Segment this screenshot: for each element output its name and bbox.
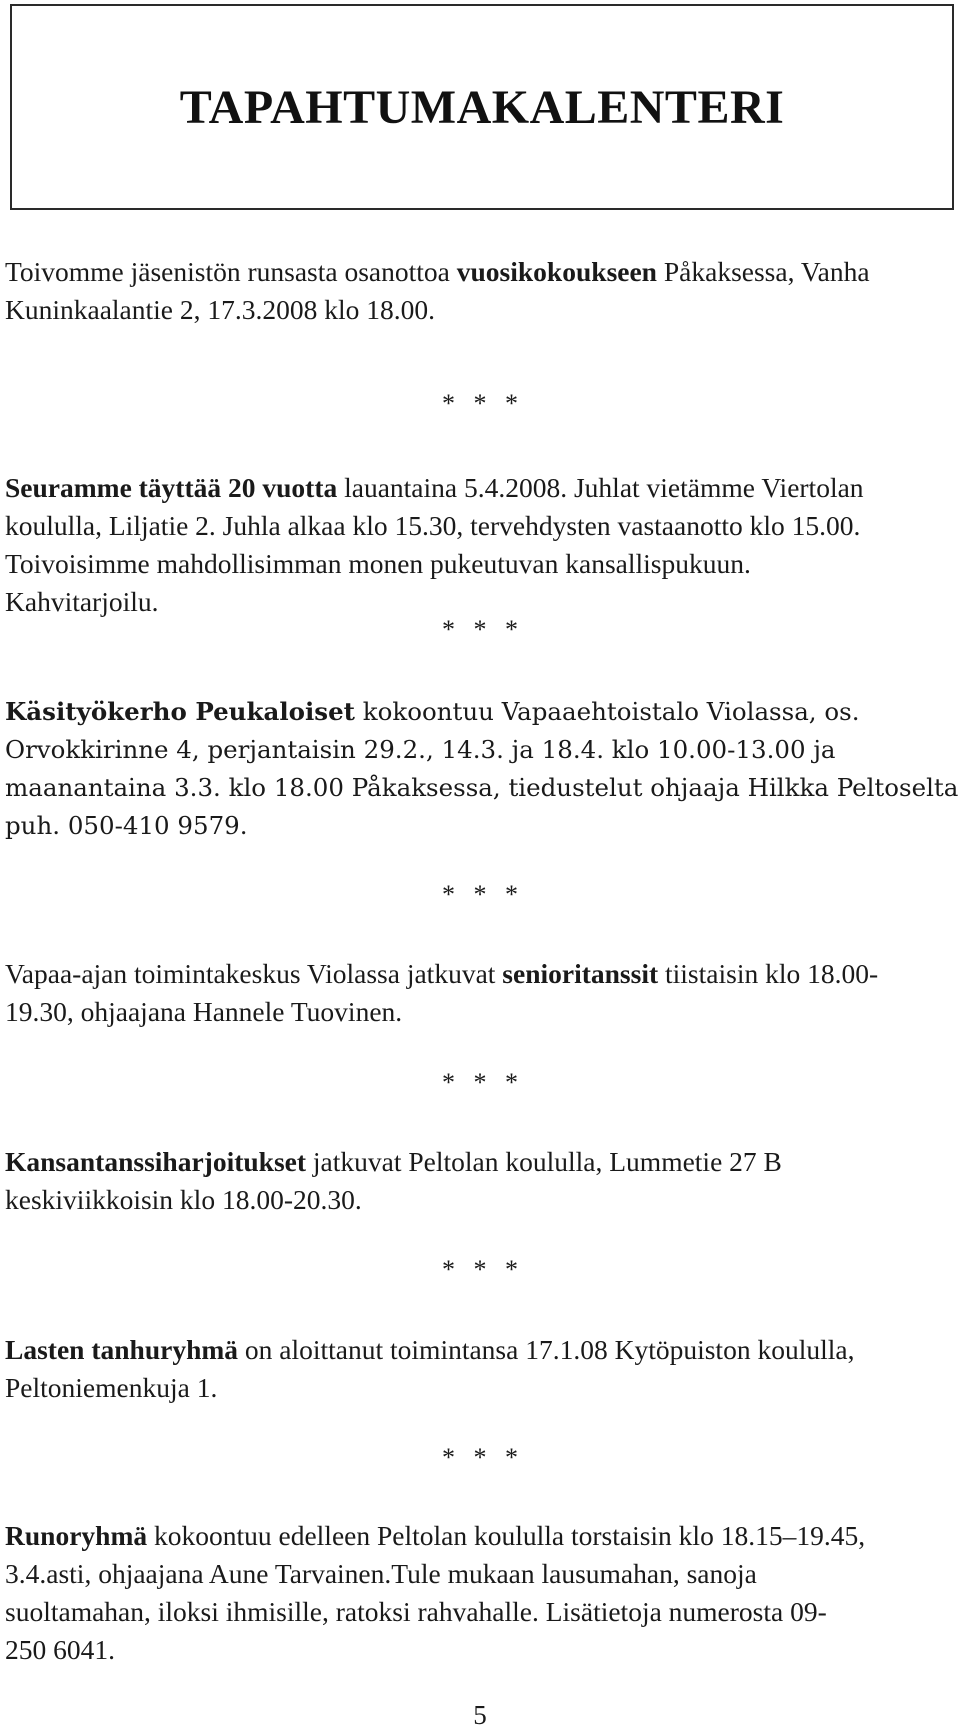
event-line: Lasten tanhuryhmä on aloittanut toimintansa 17.1.08 Kytöpuiston koululla, bbox=[5, 1334, 855, 1365]
event-name: Kansantanssiharjoitukset bbox=[5, 1146, 307, 1177]
event-line: Kansantanssiharjoitukset jatkuvat Peltolan koululla, Lummetie 27 B bbox=[5, 1146, 782, 1177]
event-name: Runoryhmä bbox=[5, 1520, 148, 1551]
event-line: Toivoisimme mahdollisimman monen pukeutuvan kansallispukuun. bbox=[5, 548, 751, 579]
event-line: suoltamahan, iloksi ihmisille, ratoksi rahvahalle. Lisätietoja numerosta 09- bbox=[5, 1596, 827, 1627]
separator: * * * bbox=[442, 880, 524, 909]
event-line: 3.4.asti, ohjaajana Aune Tarvainen.Tule mukaan lausumahan, sanoja bbox=[5, 1558, 757, 1589]
event-line: Käsityökerho Peukaloiset kokoontuu Vapaaehtoistalo Violassa, os. bbox=[5, 697, 860, 726]
event-name: vuosikokoukseen bbox=[456, 256, 657, 287]
event-line: koululla, Liljatie 2. Juhla alkaa klo 15.30, tervehdysten vastaanotto klo 15.00. bbox=[5, 510, 861, 541]
separator: * * * bbox=[442, 389, 524, 418]
separator: * * * bbox=[442, 615, 524, 644]
event-line: Vapaa-ajan toimintakeskus Violassa jatkuvat senioritanssit tiistaisin klo 18.00- bbox=[5, 958, 879, 989]
event-craft-club bbox=[5, 693, 959, 845]
page-title: TAPAHTUMAKALENTERI bbox=[179, 80, 785, 134]
separator: * * * bbox=[442, 1255, 524, 1284]
event-line: puh. 050-410 9579. bbox=[5, 811, 248, 840]
event-children-dance bbox=[5, 1331, 955, 1407]
event-poetry-group bbox=[5, 1517, 955, 1669]
event-senior-dances bbox=[5, 955, 955, 1031]
event-line: Kahvitarjoilu. bbox=[5, 586, 159, 617]
event-anniversary bbox=[5, 469, 955, 621]
event-line: Kuninkaalantie 2, 17.3.2008 klo 18.00. bbox=[5, 294, 436, 325]
event-name: Lasten tanhuryhmä bbox=[5, 1334, 239, 1365]
event-annual-meeting bbox=[5, 253, 955, 329]
event-line: Runoryhmä kokoontuu edelleen Peltolan koululla torstaisin klo 18.15–19.45, bbox=[5, 1520, 866, 1551]
event-line: Seuramme täyttää 20 vuotta lauantaina 5.4.2008. Juhlat vietämme Viertolan bbox=[5, 472, 864, 503]
event-line: 19.30, ohjaajana Hannele Tuovinen. bbox=[5, 996, 403, 1027]
event-name: Seuramme täyttää 20 vuotta bbox=[5, 472, 338, 503]
event-folk-dance bbox=[5, 1143, 955, 1219]
event-line: 250 6041. bbox=[5, 1634, 115, 1665]
event-line: Toivomme jäsenistön runsasta osanottoa vuosikokoukseen Påkaksessa, Vanha bbox=[5, 256, 870, 287]
separator: * * * bbox=[442, 1443, 524, 1472]
event-name: Käsityökerho Peukaloiset bbox=[5, 697, 355, 726]
event-line: keskiviikkoisin klo 18.00-20.30. bbox=[5, 1184, 362, 1215]
event-line: Orvokkirinne 4, perjantaisin 29.2., 14.3. ja 18.4. klo 10.00-13.00 ja bbox=[5, 735, 836, 764]
separator: * * * bbox=[442, 1068, 524, 1097]
event-name: senioritanssit bbox=[502, 958, 659, 989]
title-box bbox=[10, 4, 954, 210]
event-line: Peltoniemenkuja 1. bbox=[5, 1372, 218, 1403]
event-line: maanantaina 3.3. klo 18.00 Påkaksessa, tiedustelut ohjaaja Hilkka Peltoselta bbox=[5, 773, 959, 802]
page-number: 5 bbox=[473, 1700, 487, 1730]
